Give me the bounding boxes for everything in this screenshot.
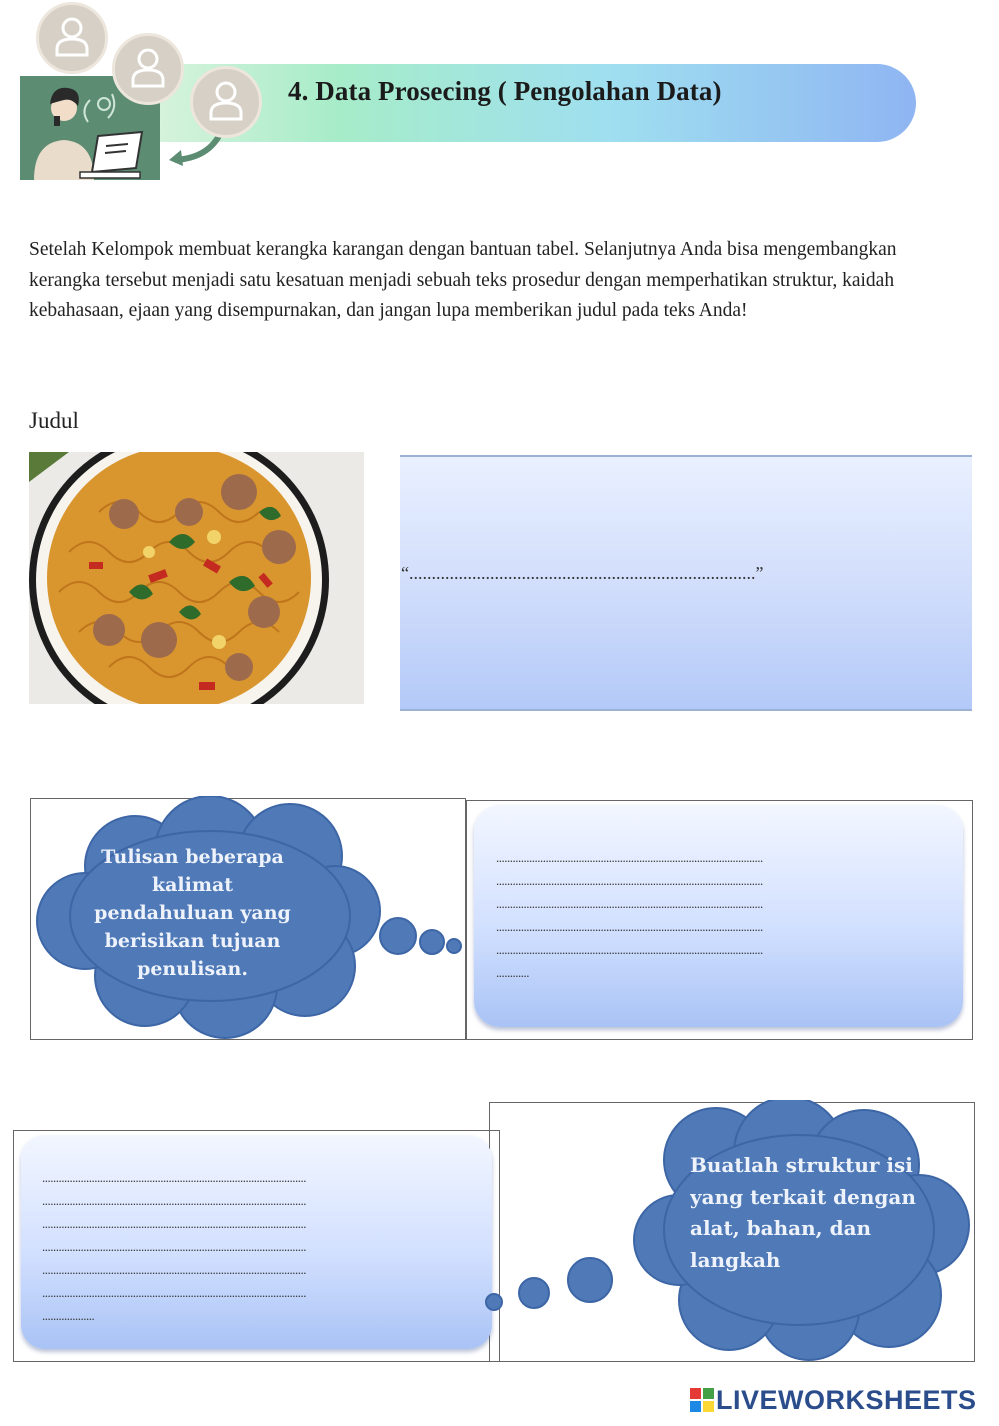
liveworksheets-logo bbox=[690, 1385, 977, 1416]
answer-line[interactable]: ................................................................................................. bbox=[496, 896, 763, 911]
answer-line[interactable]: ................................................................................................ bbox=[42, 1170, 306, 1185]
user-avatar-icon bbox=[112, 33, 184, 105]
noodle-dish-photo bbox=[29, 452, 364, 704]
answer-line[interactable]: ................................................................................................. bbox=[496, 873, 763, 888]
answer-line[interactable]: ................................................................................................ bbox=[42, 1262, 306, 1277]
body-cloud-text: Buatlah struktur isi yang terkait dengan alat, bahan, dan langkah bbox=[690, 1153, 916, 1272]
user-avatar-icon bbox=[190, 66, 262, 138]
answer-line[interactable]: ............ bbox=[496, 965, 529, 980]
instruction-paragraph: Setelah Kelompok membuat kerangka karangan dengan bantuan tabel. Selanjutnya Anda bisa mengembangkan kerangka tersebut menjadi satu kesatuan menjadi sebuah teks prosedur dengan memperhatikan struktur, kaidah kebahasaan, ejaan yang disempurnakan, dan jangan lupa memberikan judul pada teks Anda! bbox=[29, 239, 897, 321]
user-avatar-icon bbox=[36, 2, 108, 74]
title-label: Judul bbox=[29, 408, 79, 433]
answer-line[interactable]: ................................................................................................ bbox=[42, 1285, 306, 1300]
answer-line[interactable]: ................................................................................................. bbox=[496, 919, 763, 934]
logo-grid-icon bbox=[690, 1388, 714, 1412]
intro-answer-lines[interactable] bbox=[496, 846, 763, 984]
answer-line[interactable]: ................................................................................................ bbox=[42, 1239, 306, 1254]
answer-line[interactable]: ................................................................................................. bbox=[496, 942, 763, 957]
logo-text: LIVEWORKSHEETS bbox=[716, 1385, 977, 1415]
title-blank-line[interactable]: “.............................................................................” bbox=[401, 563, 764, 583]
section-title: 4. Data Prosecing ( Pengolahan Data) bbox=[288, 76, 722, 106]
body-answer-lines[interactable] bbox=[42, 1166, 306, 1327]
answer-line[interactable]: ................................................................................................. bbox=[496, 850, 763, 865]
answer-line[interactable]: ................................................................................................ bbox=[42, 1216, 306, 1231]
answer-line[interactable]: ................... bbox=[42, 1308, 95, 1323]
intro-cloud-text: Tulisan beberapa kalimat pendahuluan yang berisikan tujuan penulisan. bbox=[94, 846, 291, 980]
answer-line[interactable]: ................................................................................................ bbox=[42, 1193, 306, 1208]
